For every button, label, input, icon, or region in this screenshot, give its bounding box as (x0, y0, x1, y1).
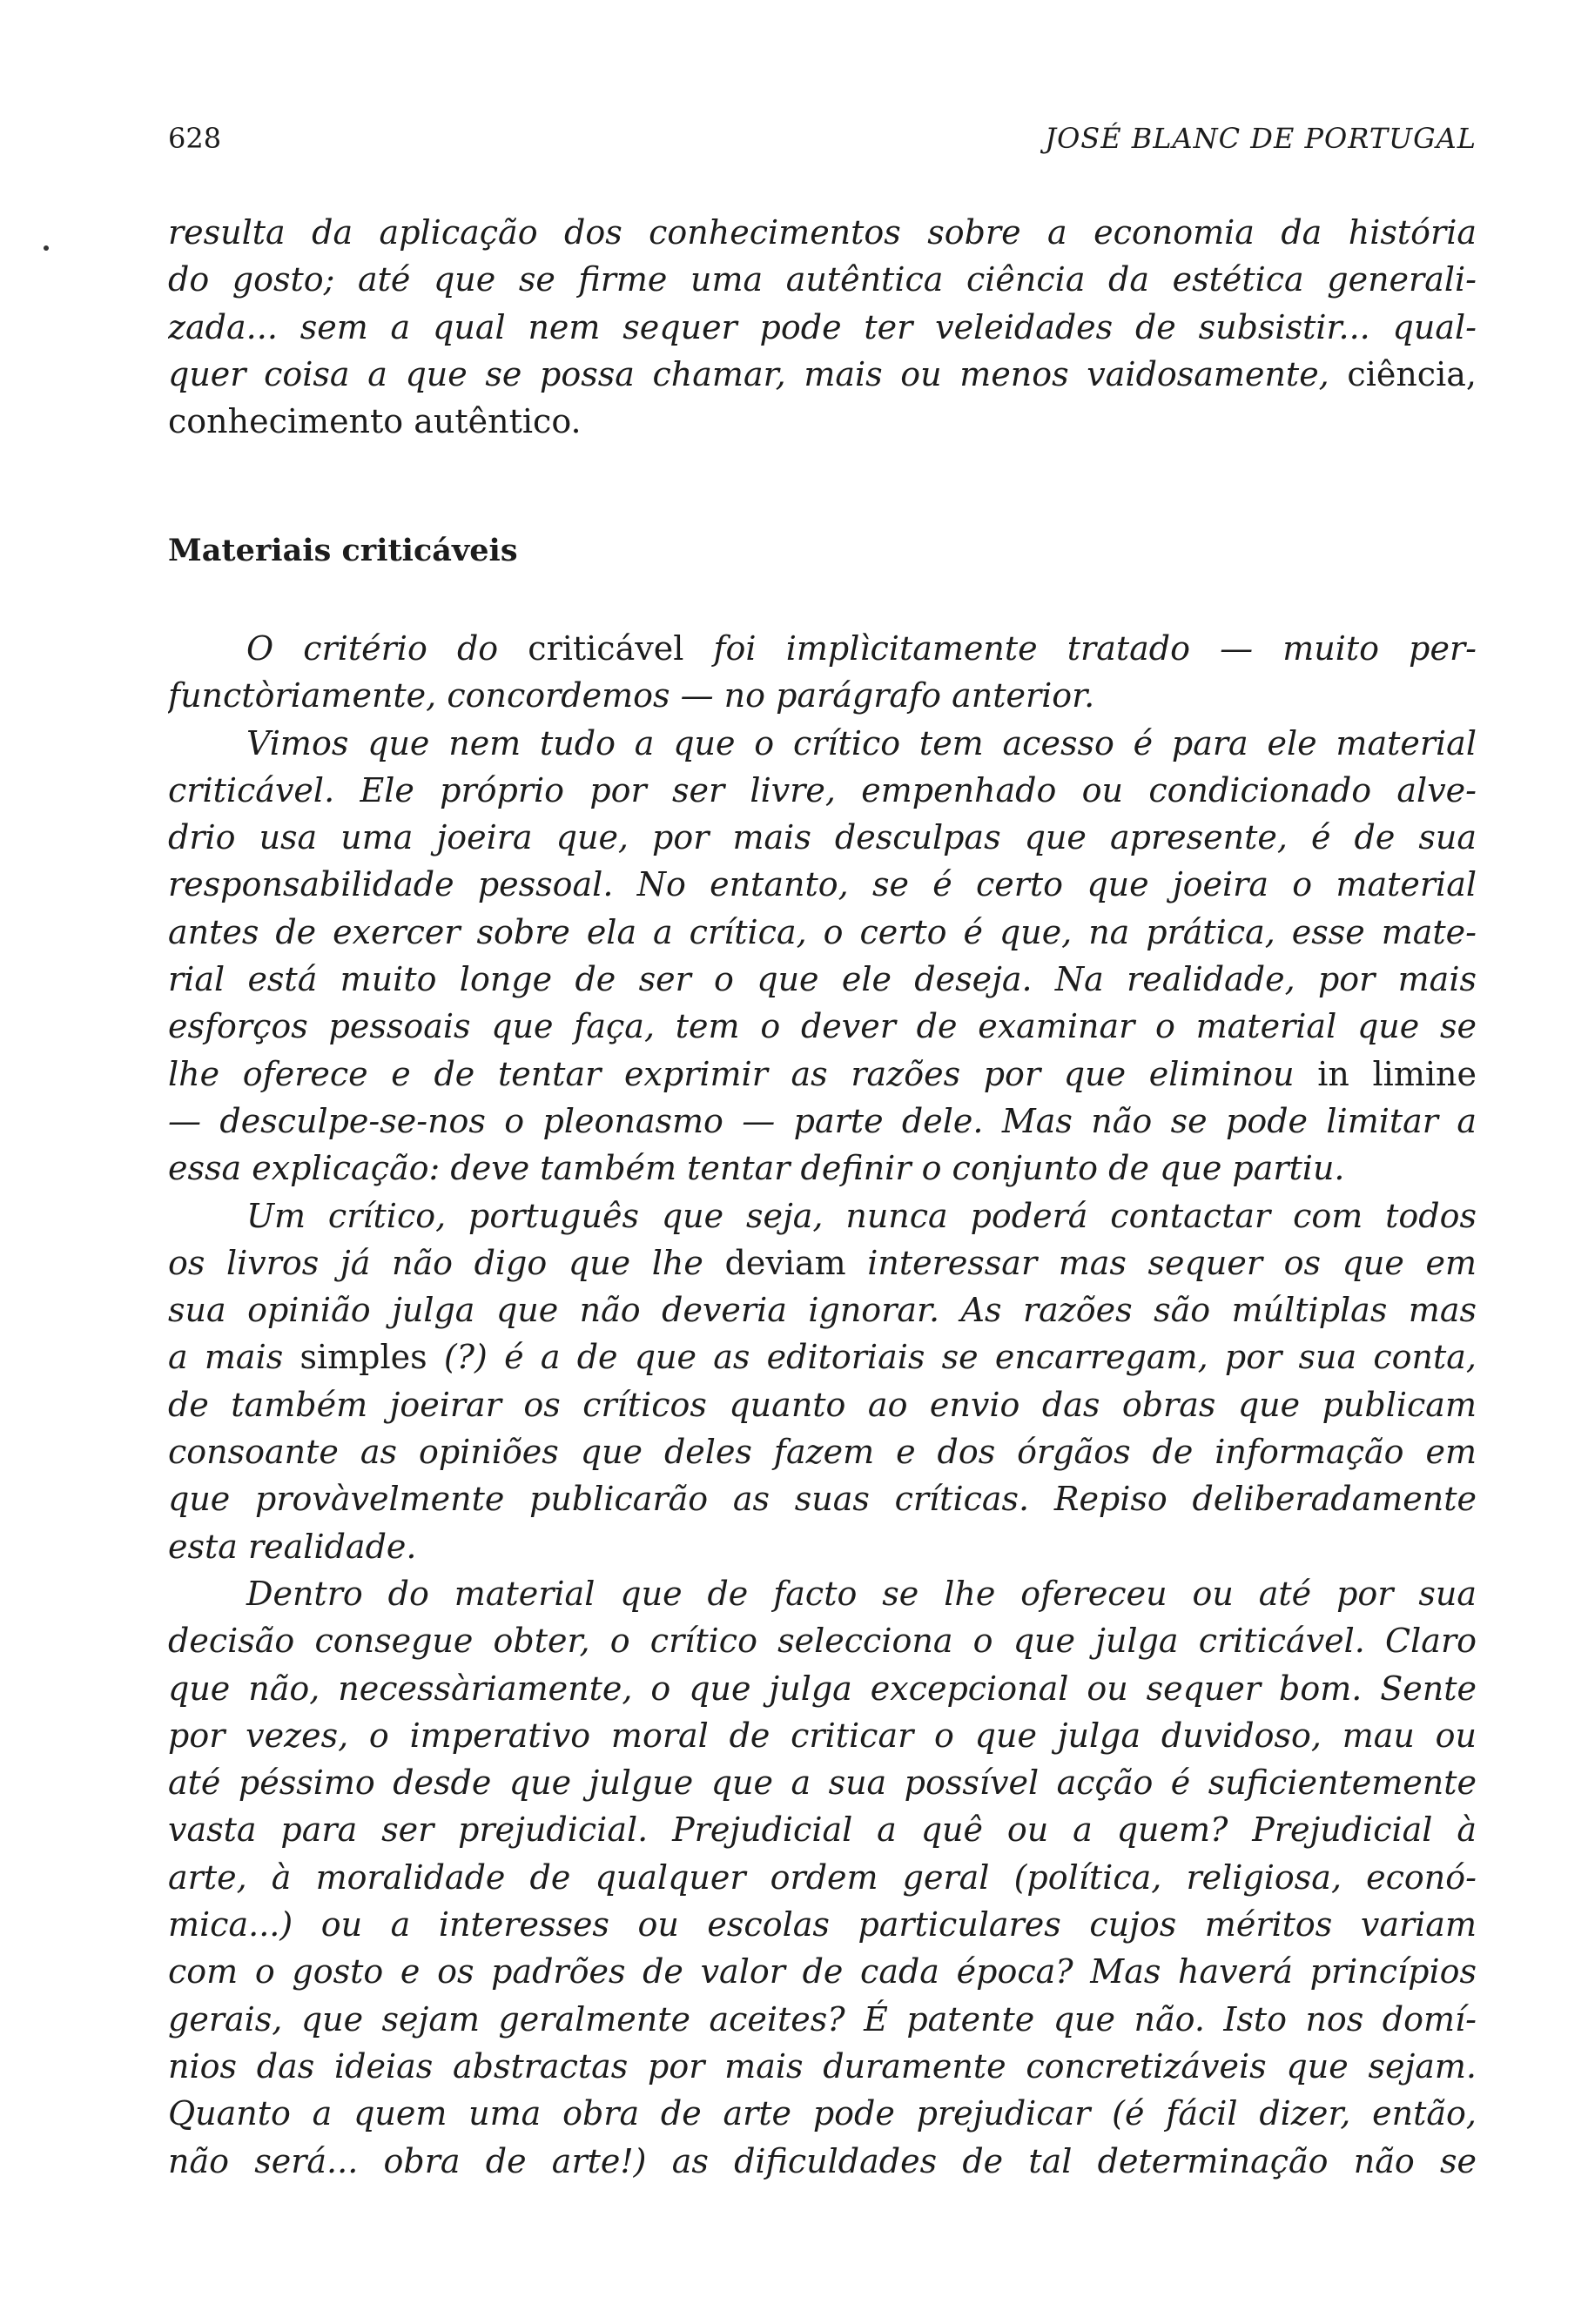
main-text (168, 625, 1477, 2185)
text-line: Quanto a quem uma obra de arte pode prejudicar (é fácil dizer, então, (168, 2094, 1477, 2133)
text-line: responsabilidade pessoal. No entanto, se é certo que joeira o material (168, 865, 1477, 904)
running-head (168, 122, 1477, 157)
text-span: os livros já não digo que lhe (168, 1243, 703, 1282)
text-span: quer coisa a que se possa chamar, mais ou menos vaidosamente, (168, 354, 1329, 393)
text-line: Um crítico, português que seja, nunca poderá contactar com todos (246, 1196, 1477, 1235)
text-line: arte, à moralidade de qualquer ordem geral (política, religiosa, econó- (168, 1857, 1477, 1897)
margin-mark (44, 245, 49, 251)
text-span: lhe oferece e de tentar exprimir as razões por que eliminou (168, 1054, 1295, 1093)
text-line: antes de exercer sobre ela a crítica, o certo é que, na prática, esse mate- (168, 912, 1477, 951)
text-line: sua opinião julga que não deveria ignorar. As razões são múltiplas mas (168, 1291, 1477, 1330)
text-line (168, 351, 1477, 398)
text-line: mica...) ou a interesses ou escolas particulares cujos méritos variam (168, 1905, 1477, 1945)
text-line: vasta para ser prejudicial. Prejudicial a quê ou a quem? Prejudicial à (168, 1810, 1477, 1850)
text-line: por vezes, o imperativo moral de criticar o que julga duvidoso, mau ou (168, 1716, 1477, 1755)
text-line: conhecimento autêntico. (168, 402, 582, 441)
text-span: O critério do (246, 629, 499, 668)
text-line: consoante as opiniões que deles fazem e dos órgãos de informação em (168, 1433, 1477, 1472)
text-line: Vimos que nem tudo a que o crítico tem acesso é para ele material (246, 723, 1477, 762)
text-line: — desculpe-se-nos o pleonasmo — parte dele. Mas não se pode limitar a (168, 1101, 1477, 1140)
text-span-roman: simples (299, 1338, 427, 1377)
text-line: do gosto; até que se firme uma autêntica ciência da estética generali- (168, 260, 1477, 299)
text-span: a mais (168, 1338, 284, 1377)
text-span: foi implìcitamente tratado — muito per- (713, 629, 1477, 668)
running-head-author: JOSÉ BLANC DE PORTUGAL (1045, 122, 1477, 155)
text-span-roman: in limine (1317, 1054, 1477, 1093)
text-line: essa explicação: deve também tentar definir o conjunto de que partiu. (168, 1149, 1345, 1188)
text-line: nios das ideias abstractas por mais duramente concretizáveis que sejam. (168, 2046, 1477, 2086)
text-line: não será... obra de arte!) as dificuldades de tal determinação não se (168, 2141, 1477, 2180)
text-line: resulta da aplicação dos conhecimentos sobre a economia da história (168, 213, 1477, 252)
text-line: esforços pessoais que faça, tem o dever de examinar o material que se (168, 1007, 1477, 1046)
text-line: zada... sem a qual nem sequer pode ter veleidades de subsistir... qual- (168, 307, 1477, 346)
text-line: functòriamente, concordemos — no parágrafo anterior. (168, 676, 1095, 715)
text-line: drio usa uma joeira que, por mais desculpas que apresente, é de sua (168, 818, 1477, 857)
text-line: esta realidade. (168, 1527, 417, 1566)
text-line: Dentro do material que de facto se lhe ofereceu ou até por sua (246, 1574, 1477, 1613)
text-line: criticável. Ele próprio por ser livre, empenhado ou condicionado alve- (168, 770, 1477, 809)
text-span-roman: ciência, (1347, 354, 1477, 393)
page-number: 628 (168, 122, 222, 155)
text-span: (?) é a de que as editoriais se encarregam, por sua conta, (443, 1338, 1477, 1377)
text-line: até péssimo desde que julgue que a sua possível acção é suficientemente (168, 1763, 1477, 1803)
text-line (168, 1051, 1477, 1098)
text-line: que provàvelmente publicarão as suas críticas. Repiso deliberadamente (168, 1480, 1477, 1519)
text-span-roman: deviam (724, 1243, 846, 1282)
text-line: que não, necessàriamente, o que julga excepcional ou sequer bom. Sente (168, 1669, 1477, 1708)
text-line: com o gosto e os padrões de valor de cada época? Mas haverá princípios (168, 1952, 1477, 1992)
top-paragraph (168, 209, 1477, 445)
text-span: interessar mas sequer os que em (867, 1243, 1477, 1282)
section-heading: Materiais criticáveis (168, 533, 518, 568)
text-line: decisão consegue obter, o crítico selecciona o que julga criticável. Claro (168, 1622, 1477, 1661)
text-line (168, 625, 1477, 672)
text-span-roman: criticável (528, 629, 684, 668)
text-line (168, 1239, 1477, 1286)
text-line: de também joeirar os críticos quanto ao envio das obras que publicam (168, 1385, 1477, 1424)
text-line: gerais, que sejam geralmente aceites? É patente que não. Isto nos domí- (168, 1999, 1477, 2039)
text-line (168, 1333, 1477, 1380)
text-line: rial está muito longe de ser o que ele deseja. Na realidade, por mais (168, 960, 1477, 999)
